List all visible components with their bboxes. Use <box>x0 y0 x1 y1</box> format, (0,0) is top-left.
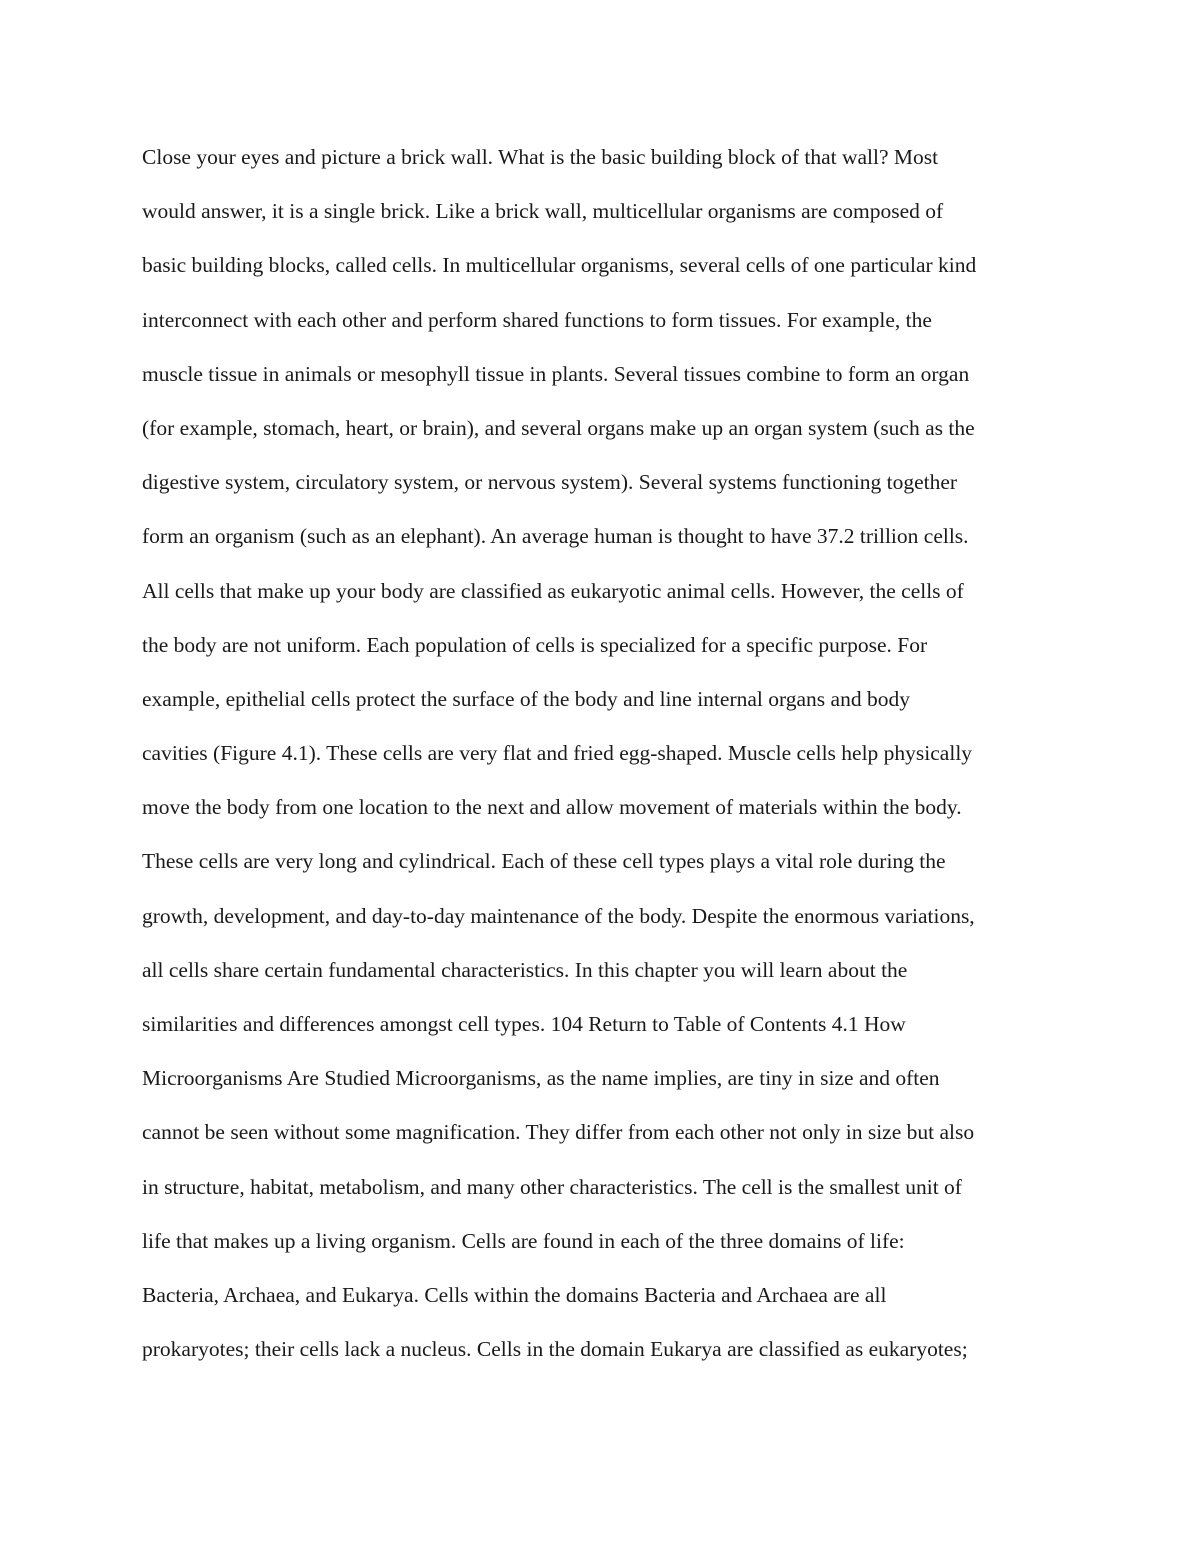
text-line: similarities and differences amongst cell types. 104 Return to Table of Contents 4.1 How <box>142 1012 906 1036</box>
text-line: basic building blocks, called cells. In multicellular organisms, several cells of one particular kind <box>142 253 977 278</box>
body-text <box>142 138 1072 1384</box>
text-line: prokaryotes; their cells lack a nucleus. Cells in the domain Eukarya are classified as eukaryotes; <box>142 1337 968 1362</box>
text-line: in structure, habitat, metabolism, and many other characteristics. The cell is the smallest unit of <box>142 1174 962 1199</box>
text-line: Close your eyes and picture a brick wall. What is the basic building block of that wall? Most <box>142 145 939 169</box>
text-line: muscle tissue in animals or mesophyll tissue in plants. Several tissues combine to form an organ <box>142 361 970 386</box>
text-line: form an organism (such as an elephant). An average human is thought to have 37.2 trillion cells. <box>142 524 969 549</box>
text-line: would answer, it is a single brick. Like a brick wall, multicellular organisms are composed of <box>142 199 944 224</box>
text-line: move the body from one location to the next and allow movement of materials within the body. <box>142 795 962 820</box>
text-line: (for example, stomach, heart, or brain), and several organs make up an organ system (such as the <box>142 415 975 440</box>
text-line: interconnect with each other and perform shared functions to form tissues. For example, the <box>142 307 932 332</box>
text-line: all cells share certain fundamental characteristics. In this chapter you will learn about the <box>142 957 908 982</box>
text-line: growth, development, and day-to-day maintenance of the body. Despite the enormous variations, <box>142 903 975 928</box>
text-line: cannot be seen without some magnification. They differ from each other not only in size but also <box>142 1120 975 1145</box>
text-line: cavities (Figure 4.1). These cells are very flat and fried egg-shaped. Muscle cells help physically <box>142 741 973 766</box>
text-line: All cells that make up your body are classified as eukaryotic animal cells. However, the cells of <box>142 578 964 603</box>
text-line: These cells are very long and cylindrical. Each of these cell types plays a vital role during the <box>142 849 946 874</box>
text-line: life that makes up a living organism. Cells are found in each of the three domains of life: <box>142 1228 905 1253</box>
text-line: the body are not uniform. Each population of cells is specialized for a specific purpose. For <box>142 632 928 657</box>
text-line: digestive system, circulatory system, or nervous system). Several systems functioning together <box>142 470 958 495</box>
text-line: Microorganisms Are Studied Microorganisms, as the name implies, are tiny in size and often <box>142 1066 940 1091</box>
text-line: Bacteria, Archaea, and Eukarya. Cells within the domains Bacteria and Archaea are all <box>142 1282 887 1307</box>
text-line: example, epithelial cells protect the surface of the body and line internal organs and body <box>142 686 910 711</box>
